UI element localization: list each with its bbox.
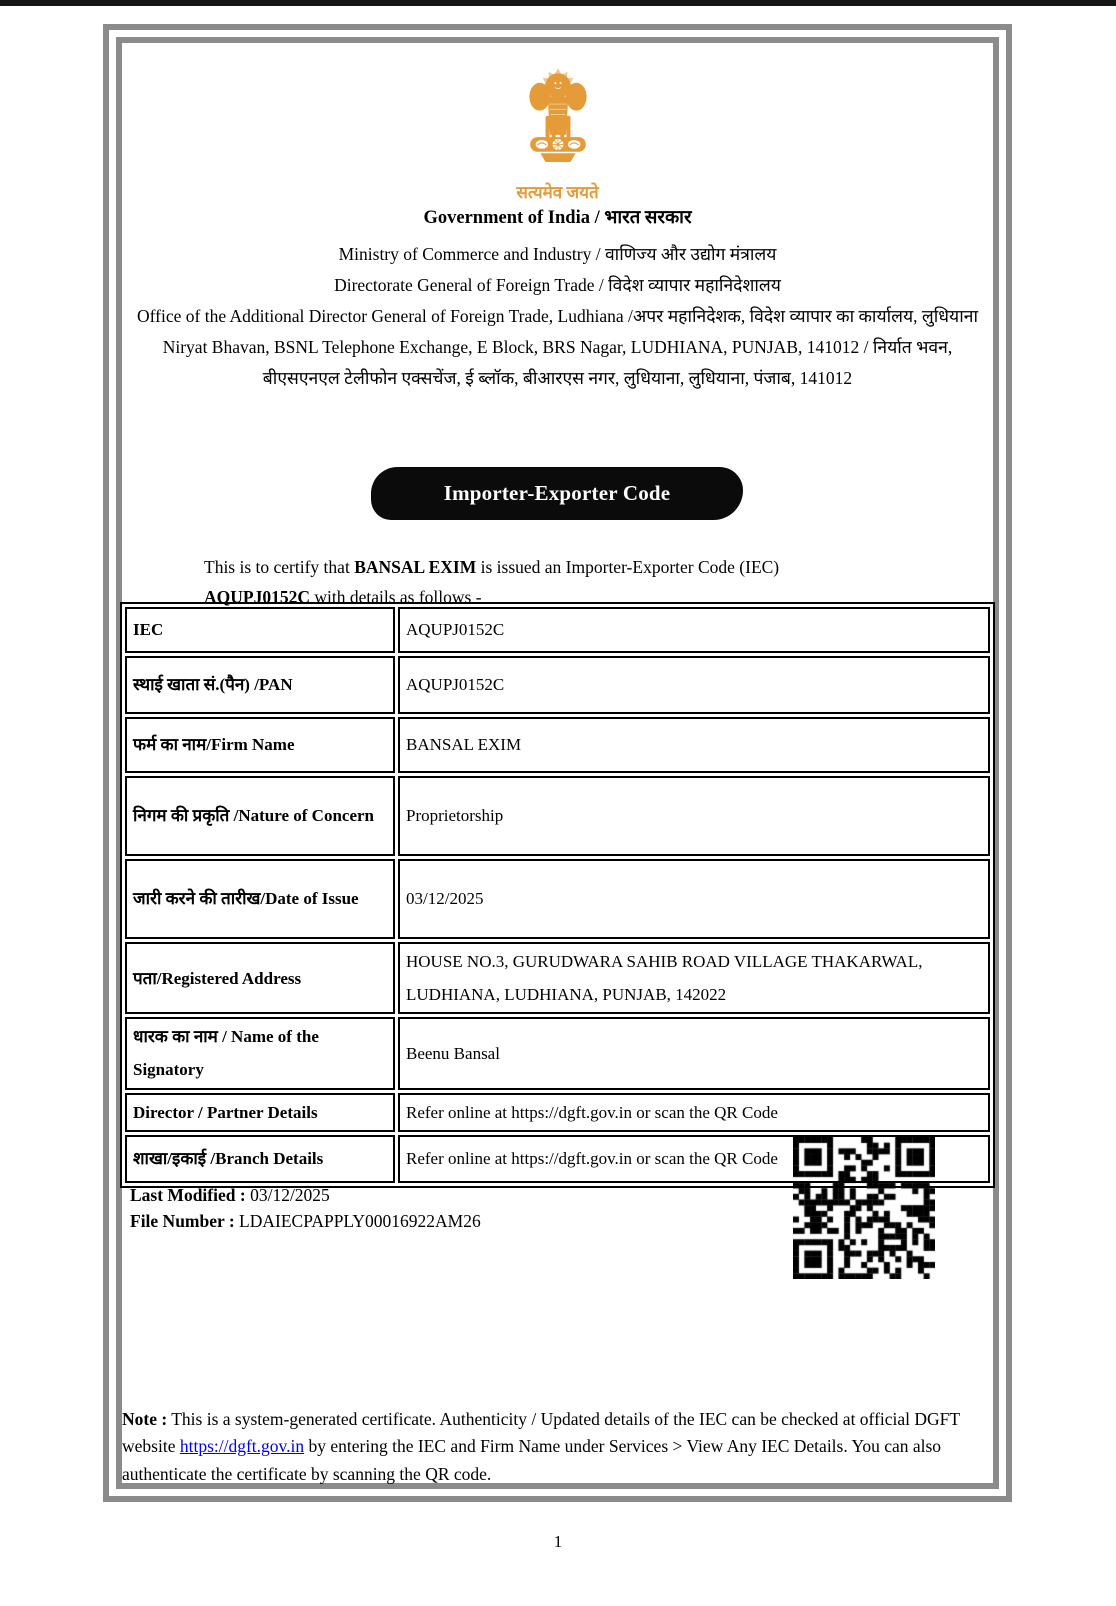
table-row bbox=[125, 859, 990, 939]
file-number-line bbox=[130, 1208, 481, 1234]
note-paragraph bbox=[122, 1406, 983, 1489]
row-value: Refer online at https://dgft.gov.in or scan the QR Code bbox=[398, 1093, 990, 1132]
row-value: Refer online at https://dgft.gov.in or scan the QR Code bbox=[398, 1135, 990, 1183]
emblem-block bbox=[122, 63, 993, 203]
government-line: Government of India / भारत सरकार bbox=[423, 208, 692, 228]
row-label: फर्म का नाम/Firm Name bbox=[125, 717, 395, 773]
firm-name: BANSAL EXIM bbox=[354, 556, 477, 577]
row-value: AQUPJ0152C bbox=[398, 607, 990, 653]
emblem-motto: सत्यमेव जयते bbox=[516, 183, 599, 202]
row-label: Director / Partner Details bbox=[125, 1093, 395, 1132]
badge-label: Importer-Exporter Code bbox=[443, 481, 671, 505]
table-row bbox=[125, 942, 990, 1014]
file-number-value: LDAIECPAPPLY00016922AM26 bbox=[239, 1211, 481, 1231]
row-label: पता/Registered Address bbox=[125, 942, 395, 1014]
iec-code: AQUPJ0152C bbox=[204, 586, 310, 607]
dgft-link[interactable]: https://dgft.gov.in bbox=[179, 1436, 305, 1456]
office-address-line: Niryat Bhavan, BSNL Telephone Exchange, E Block, BRS Nagar, LUDHIANA, PUNJAB, 141012 / निर्यात भवन, बीएसएनएल टेलीफोन एक्सचेंज, ई ब्लॉक, बीआरएस नगर, लुधियाना, लुधियाना, पंजाब, 141012 bbox=[162, 337, 953, 388]
row-value: BANSAL EXIM bbox=[398, 717, 990, 773]
last-modified-label: Last Modified : bbox=[130, 1185, 246, 1205]
certify-text: with details as follows - bbox=[309, 586, 482, 607]
page-number: 1 bbox=[553, 1532, 563, 1551]
last-modified-value: 03/12/2025 bbox=[250, 1185, 330, 1205]
row-label: स्थाई खाता सं.(पैन) /PAN bbox=[125, 656, 395, 714]
importer-exporter-code-badge bbox=[371, 467, 743, 520]
file-number-label: File Number : bbox=[130, 1211, 235, 1231]
ashoka-lion-capital-icon bbox=[514, 63, 602, 173]
table-row bbox=[125, 607, 990, 653]
row-label: धारक का नाम / Name of the Signatory bbox=[125, 1017, 395, 1089]
row-label: IEC bbox=[125, 607, 395, 653]
directorate-line: Directorate General of Foreign Trade / विदेश व्यापार महानिदेशालय bbox=[334, 275, 781, 295]
row-value: AQUPJ0152C bbox=[398, 656, 990, 714]
row-value: 03/12/2025 bbox=[398, 859, 990, 939]
row-value: HOUSE NO.3, GURUDWARA SAHIB ROAD VILLAGE THAKARWAL, LUDHIANA, LUDHIANA, PUNJAB, 142022 bbox=[398, 942, 990, 1014]
viewer-top-bar bbox=[0, 0, 1116, 6]
note-text: by entering the IEC and Firm Name under Services > View Any IEC Details. You can also authenticate the certificate by scanning the QR code. bbox=[122, 1436, 942, 1484]
last-modified-line bbox=[130, 1182, 481, 1208]
ministry-line: Ministry of Commerce and Industry / वाणिज्य और उद्योग मंत्रालय bbox=[338, 244, 777, 264]
row-value: Beenu Bansal bbox=[398, 1017, 990, 1089]
row-value: Proprietorship bbox=[398, 776, 990, 856]
meta-block bbox=[130, 1182, 481, 1234]
row-label: शाखा/इकाई /Branch Details bbox=[125, 1135, 395, 1183]
table-row bbox=[125, 1017, 990, 1089]
iec-details-table bbox=[120, 602, 995, 1188]
office-line: Office of the Additional Director General of Foreign Trade, Ludhiana /अपर महानिदेशक, विदेश व्यापार का कार्यालय, लुधियाना bbox=[137, 306, 978, 326]
table-row bbox=[125, 656, 990, 714]
table-row bbox=[125, 1093, 990, 1132]
certify-text: This is to certify that bbox=[204, 556, 355, 577]
table-row bbox=[125, 776, 990, 856]
certify-text: is issued an Importer-Exporter Code (IEC) bbox=[476, 556, 780, 577]
row-label: निगम की प्रकृति /Nature of Concern bbox=[125, 776, 395, 856]
note-label: Note : bbox=[122, 1408, 168, 1429]
row-label: जारी करने की तारीख/Date of Issue bbox=[125, 859, 395, 939]
letterhead bbox=[122, 203, 993, 394]
table-row bbox=[125, 717, 990, 773]
certificate-page bbox=[103, 24, 1012, 1502]
note-text: This is a system-generated certificate. Authenticity / Updated details of the IEC can be checked at official DGFT website bbox=[122, 1408, 960, 1456]
qr-code bbox=[793, 1137, 935, 1279]
